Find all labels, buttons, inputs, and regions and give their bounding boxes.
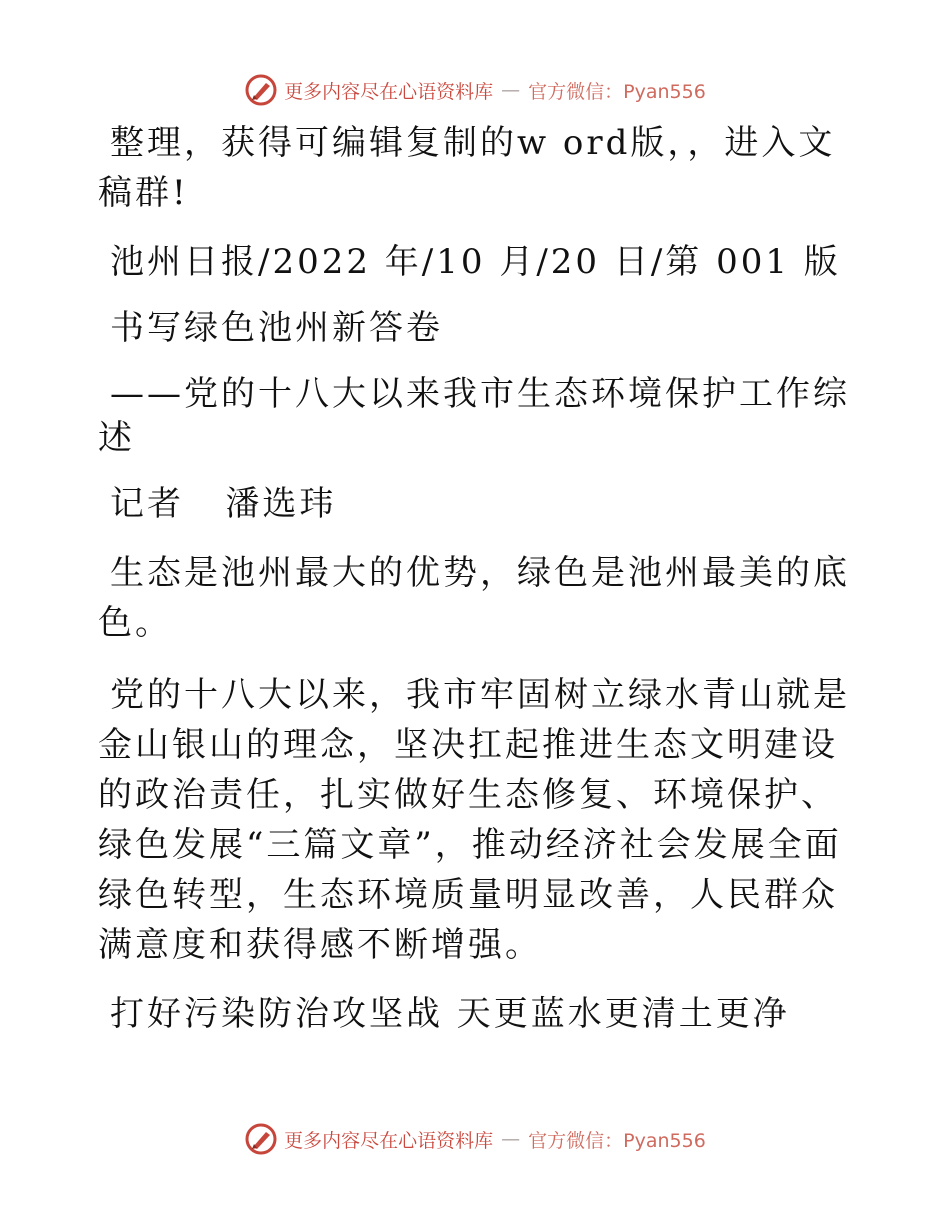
intro-paragraph: 生态是池州最大的优势，绿色是池州最美的底色。 [98,553,850,643]
promo-paragraph: 整理，获得可编辑复制的w ord版，，进入文稿群! [98,123,836,213]
article-title: 书写绿色池州新答卷 [110,308,443,348]
pen-logo-icon [244,1122,278,1156]
main-paragraph: 党的十八大以来，我市牢固树立绿水青山就是金山银山的理念，坚决扛起推进生态文明建设的政治责任，扎实做好生态修复、环境保护、绿色发展“三篇文章”，推动经济社会发展全面绿色转型，生态环境质量明显改善，人民群众满意度和获得感不断增强。 [98,675,850,965]
header-banner [0,70,950,110]
banner-text: 更多内容尽在心语资料库 [284,80,494,103]
banner-dash: — [501,1128,521,1150]
byline: 记者 潘选玮 [110,484,337,524]
banner-wechat: 官方微信：Pyan556 [528,80,706,103]
section-heading: 打好污染防治攻坚战 天更蓝水更清土更净 [110,994,790,1034]
pen-logo-icon [244,73,278,107]
source-line: 池州日报/2022 年/10 月/20 日/第 001 版 [110,242,841,282]
banner-dash: — [501,79,521,101]
document-body [98,118,858,1036]
banner-wechat: 官方微信：Pyan556 [528,1129,706,1152]
banner-text: 更多内容尽在心语资料库 [284,1129,494,1152]
article-subtitle: ——党的十八大以来我市生态环境保护工作综述 [98,374,850,458]
footer-banner [0,1119,950,1159]
